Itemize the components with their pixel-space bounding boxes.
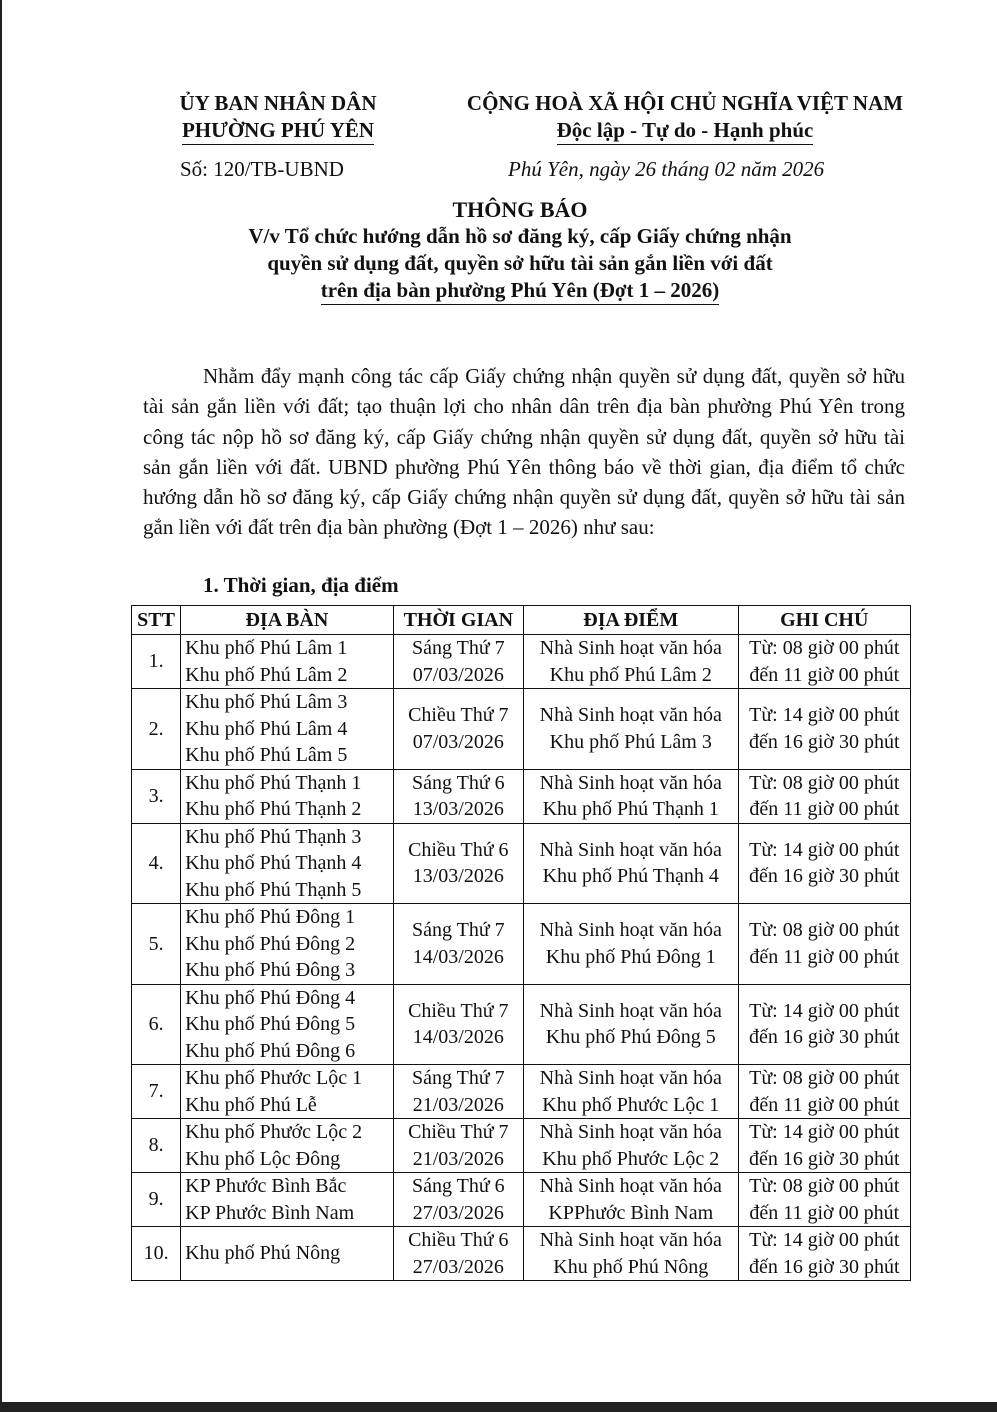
cell-note-line: Từ: 08 giờ 00 phút (749, 1175, 900, 1197)
cell-area-line: Khu phố Phú Thạnh 5 (185, 878, 362, 901)
cell-area-line: Khu phố Phú Đông 3 (185, 959, 356, 981)
cell-area-line: Khu phố Phú Lâm 3 (185, 691, 348, 713)
cell-note-line: đến 16 giờ 30 phút (748, 1147, 900, 1170)
cell-area (181, 1227, 394, 1281)
cell-place-line: Nhà Sinh hoạt văn hóa (539, 999, 722, 1022)
cell-place-line: Nhà Sinh hoạt văn hóa (539, 1067, 722, 1089)
nation-line-1: CỘNG HOÀ XÃ HỘI CHỦ NGHĨA VIỆT NAM (466, 91, 904, 115)
cell-note-line: đến 11 giờ 00 phút (749, 945, 900, 968)
cell-area-line: Khu phố Phú Lâm 1 (185, 637, 348, 659)
cell-time-line: Chiều Thứ 7 (408, 1121, 509, 1143)
cell-note (738, 1173, 910, 1227)
cell-time-line: 07/03/2026 (412, 663, 504, 686)
cell-stt: 2. (132, 689, 181, 770)
cell-time-line: Sáng Thứ 6 (411, 1175, 505, 1197)
cell-note-line: Từ: 14 giờ 00 phút (749, 1229, 900, 1251)
cell-stt: 3. (132, 769, 181, 823)
cell-area-line: Khu phố Phú Đông 6 (185, 1039, 356, 1062)
cell-place (523, 1227, 738, 1281)
header-note: GHI CHÚ (738, 606, 910, 635)
cell-note-line: đến 16 giờ 30 phút (748, 730, 900, 753)
cell-place (523, 1065, 738, 1119)
table-row (132, 689, 911, 770)
cell-time-line: 27/03/2026 (412, 1255, 504, 1278)
cell-note-line: Từ: 14 giờ 00 phút (749, 1121, 900, 1143)
cell-place (523, 1119, 738, 1173)
cell-place (523, 769, 738, 823)
cell-place-line: Khu phố Phú Thạnh 1 (542, 798, 719, 820)
cell-time-line: 21/03/2026 (412, 1147, 504, 1170)
cell-area (181, 769, 394, 823)
cell-time-line: Sáng Thứ 7 (411, 919, 505, 942)
cell-note-line: đến 11 giờ 00 phút (749, 1093, 900, 1116)
cell-stt: 1. (132, 635, 181, 689)
cell-time (393, 1065, 523, 1119)
cell-note-line: Từ: 14 giờ 00 phút (749, 704, 900, 727)
cell-time (393, 984, 523, 1065)
cell-area-line: Khu phố Phú Đông 2 (185, 932, 356, 955)
table-row (132, 1173, 911, 1227)
cell-note (738, 769, 910, 823)
cell-time-line: Sáng Thứ 7 (411, 637, 505, 659)
cell-area-line: Khu phố Phú Đông 4 (185, 986, 356, 1009)
cell-note-line: Từ: 08 giờ 00 phút (749, 771, 900, 794)
cell-area (181, 904, 394, 985)
table-row (132, 904, 911, 985)
cell-note-line: đến 11 giờ 00 phút (749, 798, 900, 820)
cell-note (738, 689, 910, 770)
cell-area-line: KP Phước Bình Bắc (185, 1175, 347, 1197)
cell-place-line: Nhà Sinh hoạt văn hóa (539, 1121, 722, 1143)
header-stt: STT (132, 606, 181, 635)
body-paragraph: Nhằm đẩy mạnh công tác cấp Giấy chứng nhận quyền sử dụng đất, quyền sở hữu tài sản gắn liền với đất; tạo thuận lợi cho nhân dân trên địa bàn phường Phú Yên trong công tác nộp hồ sơ đăng ký, cấp Giấy chứng nhận quyền sử dụng đất, quyền sở hữu tài sản gắn liền với đất. UBND phường Phú Yên thông báo về thời gian, địa điểm tổ chức hướng dẫn hồ sơ đăng ký, cấp Giấy chứng nhận quyền sử dụng đất, quyền sở hữu tài sản gắn liền với đất trên địa bàn phường (Đợt 1 – 2026) như sau: (143, 364, 905, 540)
cell-place (523, 635, 738, 689)
cell-time-line: Sáng Thứ 7 (411, 1067, 505, 1089)
cell-area-line: KP Phước Bình Nam (185, 1201, 355, 1224)
cell-place-line: Khu phố Phước Lộc 2 (542, 1147, 720, 1170)
cell-time-line: Chiều Thứ 6 (408, 838, 509, 861)
cell-time-line: 14/03/2026 (412, 945, 504, 968)
notice-subject-line-3: trên địa bàn phường Phú Yên (Đợt 1 – 2026) (321, 277, 720, 305)
cell-place-line: Nhà Sinh hoạt văn hóa (539, 771, 722, 794)
cell-area-line: Khu phố Phú Nông (185, 1242, 341, 1265)
notice-heading (130, 196, 910, 305)
cell-area-line: Khu phố Phú Thạnh 2 (185, 798, 362, 820)
table-header-row (132, 606, 911, 635)
table-row (132, 1065, 911, 1119)
cell-stt: 7. (132, 1065, 181, 1119)
cell-area (181, 984, 394, 1065)
cell-area (181, 635, 394, 689)
cell-time-line: Chiều Thứ 7 (408, 999, 509, 1022)
cell-place (523, 984, 738, 1065)
cell-note-line: Từ: 14 giờ 00 phút (749, 999, 900, 1022)
cell-stt: 9. (132, 1173, 181, 1227)
cell-area (181, 1065, 394, 1119)
schedule-table (131, 605, 911, 1281)
cell-stt: 6. (132, 984, 181, 1065)
cell-note (738, 1065, 910, 1119)
cell-note (738, 1119, 910, 1173)
cell-time-line: 14/03/2026 (412, 1026, 504, 1049)
nation-motto: Độc lập - Tự do - Hạnh phúc (557, 117, 814, 145)
table-row (132, 1119, 911, 1173)
cell-time-line: 13/03/2026 (412, 865, 504, 888)
cell-place (523, 904, 738, 985)
cell-stt: 4. (132, 823, 181, 904)
cell-place-line: Khu phố Phú Đông 1 (545, 945, 716, 968)
cell-stt: 8. (132, 1119, 181, 1173)
cell-place-line: Khu phố Phú Thạnh 4 (542, 865, 719, 888)
cell-note-line: Từ: 08 giờ 00 phút (749, 1067, 900, 1089)
cell-place-line: Khu phố Phú Lâm 3 (549, 730, 712, 753)
cell-note-line: đến 16 giờ 30 phút (748, 1026, 900, 1049)
notice-subject-line-2: quyền sử dụng đất, quyền sở hữu tài sản gắn liền với đất (267, 251, 773, 275)
notice-title: THÔNG BÁO (452, 197, 588, 222)
cell-area-line: Khu phố Phước Lộc 2 (185, 1121, 363, 1143)
cell-area (181, 689, 394, 770)
cell-note-line: Từ: 08 giờ 00 phút (749, 637, 900, 659)
cell-note (738, 1227, 910, 1281)
cell-area (181, 1119, 394, 1173)
cell-place-line: Nhà Sinh hoạt văn hóa (539, 919, 722, 942)
cell-time-line: Sáng Thứ 6 (411, 771, 505, 794)
cell-note-line: đến 16 giờ 30 phút (748, 1255, 900, 1278)
table-row (132, 769, 911, 823)
cell-time (393, 823, 523, 904)
cell-area-line: Khu phố Lộc Đông (185, 1147, 341, 1170)
cell-note-line: đến 11 giờ 00 phút (749, 1201, 900, 1224)
cell-stt: 5. (132, 904, 181, 985)
cell-time (393, 689, 523, 770)
cell-place-line: Khu phố Phú Đông 5 (545, 1026, 716, 1049)
table-row (132, 823, 911, 904)
cell-note (738, 823, 910, 904)
section-heading-1: 1. Thời gian, địa điểm (203, 573, 399, 597)
page-left-border (0, 0, 2, 1412)
cell-area (181, 823, 394, 904)
cell-area-line: Khu phố Phú Đông 1 (185, 906, 356, 928)
cell-time-line: Chiều Thứ 6 (408, 1229, 509, 1251)
document-number: Số: 120/TB-UBND (180, 157, 344, 181)
table-row (132, 635, 911, 689)
header-place: ĐỊA ĐIỂM (523, 606, 738, 635)
agency-header (148, 90, 408, 145)
agency-line-1: ỦY BAN NHÂN DÂN (179, 91, 377, 115)
cell-place-line: Nhà Sinh hoạt văn hóa (539, 704, 722, 727)
table-row (132, 984, 911, 1065)
header-area: ĐỊA BÀN (181, 606, 394, 635)
notice-subject-line-1: V/v Tổ chức hướng dẫn hồ sơ đăng ký, cấp Giấy chứng nhận (248, 224, 792, 248)
cell-area-line: Khu phố Phước Lộc 1 (185, 1067, 363, 1089)
cell-time (393, 1227, 523, 1281)
cell-area (181, 1173, 394, 1227)
cell-area-line: Khu phố Phú Lâm 4 (185, 717, 348, 740)
cell-time-line: 13/03/2026 (412, 798, 504, 820)
header-time: THỜI GIAN (393, 606, 523, 635)
cell-area-line: Khu phố Phú Lâm 2 (185, 663, 348, 686)
cell-area-line: Khu phố Phú Lâm 5 (185, 744, 348, 766)
cell-time (393, 1173, 523, 1227)
cell-place-line: KPPhước Bình Nam (548, 1201, 714, 1224)
document-date: Phú Yên, ngày 26 tháng 02 năm 2026 (508, 157, 825, 181)
cell-time (393, 904, 523, 985)
cell-time-line: Chiều Thứ 7 (408, 704, 509, 727)
cell-place-line: Khu phố Phước Lộc 1 (542, 1093, 720, 1116)
cell-area-line: Khu phố Phú Thạnh 1 (185, 771, 362, 794)
cell-note-line: Từ: 08 giờ 00 phút (749, 919, 900, 942)
nation-header (445, 90, 925, 145)
cell-stt: 10. (132, 1227, 181, 1281)
cell-place (523, 823, 738, 904)
table-row (132, 1227, 911, 1281)
cell-time-line: 07/03/2026 (412, 730, 504, 753)
cell-time (393, 635, 523, 689)
cell-place-line: Nhà Sinh hoạt văn hóa (539, 637, 722, 659)
cell-note-line: Từ: 14 giờ 00 phút (749, 838, 900, 861)
page-bottom-edge (0, 1402, 997, 1412)
cell-time (393, 1119, 523, 1173)
table-body (132, 635, 911, 1281)
cell-place-line: Nhà Sinh hoạt văn hóa (539, 838, 722, 861)
cell-note (738, 635, 910, 689)
cell-note-line: đến 11 giờ 00 phút (749, 663, 900, 686)
cell-note (738, 904, 910, 985)
cell-time (393, 769, 523, 823)
cell-place-line: Nhà Sinh hoạt văn hóa (539, 1175, 722, 1197)
cell-area-line: Khu phố Phú Thạnh 3 (185, 825, 362, 848)
cell-place (523, 689, 738, 770)
cell-place-line: Khu phố Phú Nông (553, 1255, 709, 1278)
cell-area-line: Khu phố Phú Lễ (185, 1093, 317, 1116)
cell-area-line: Khu phố Phú Thạnh 4 (185, 852, 362, 874)
cell-place (523, 1173, 738, 1227)
cell-area-line: Khu phố Phú Đông 5 (185, 1013, 356, 1035)
cell-time-line: 21/03/2026 (412, 1093, 504, 1116)
agency-line-2: PHƯỜNG PHÚ YÊN (182, 117, 374, 145)
cell-note (738, 984, 910, 1065)
cell-place-line: Khu phố Phú Lâm 2 (549, 663, 712, 686)
cell-note-line: đến 16 giờ 30 phút (748, 865, 900, 888)
cell-place-line: Nhà Sinh hoạt văn hóa (539, 1229, 722, 1251)
cell-time-line: 27/03/2026 (412, 1201, 504, 1224)
